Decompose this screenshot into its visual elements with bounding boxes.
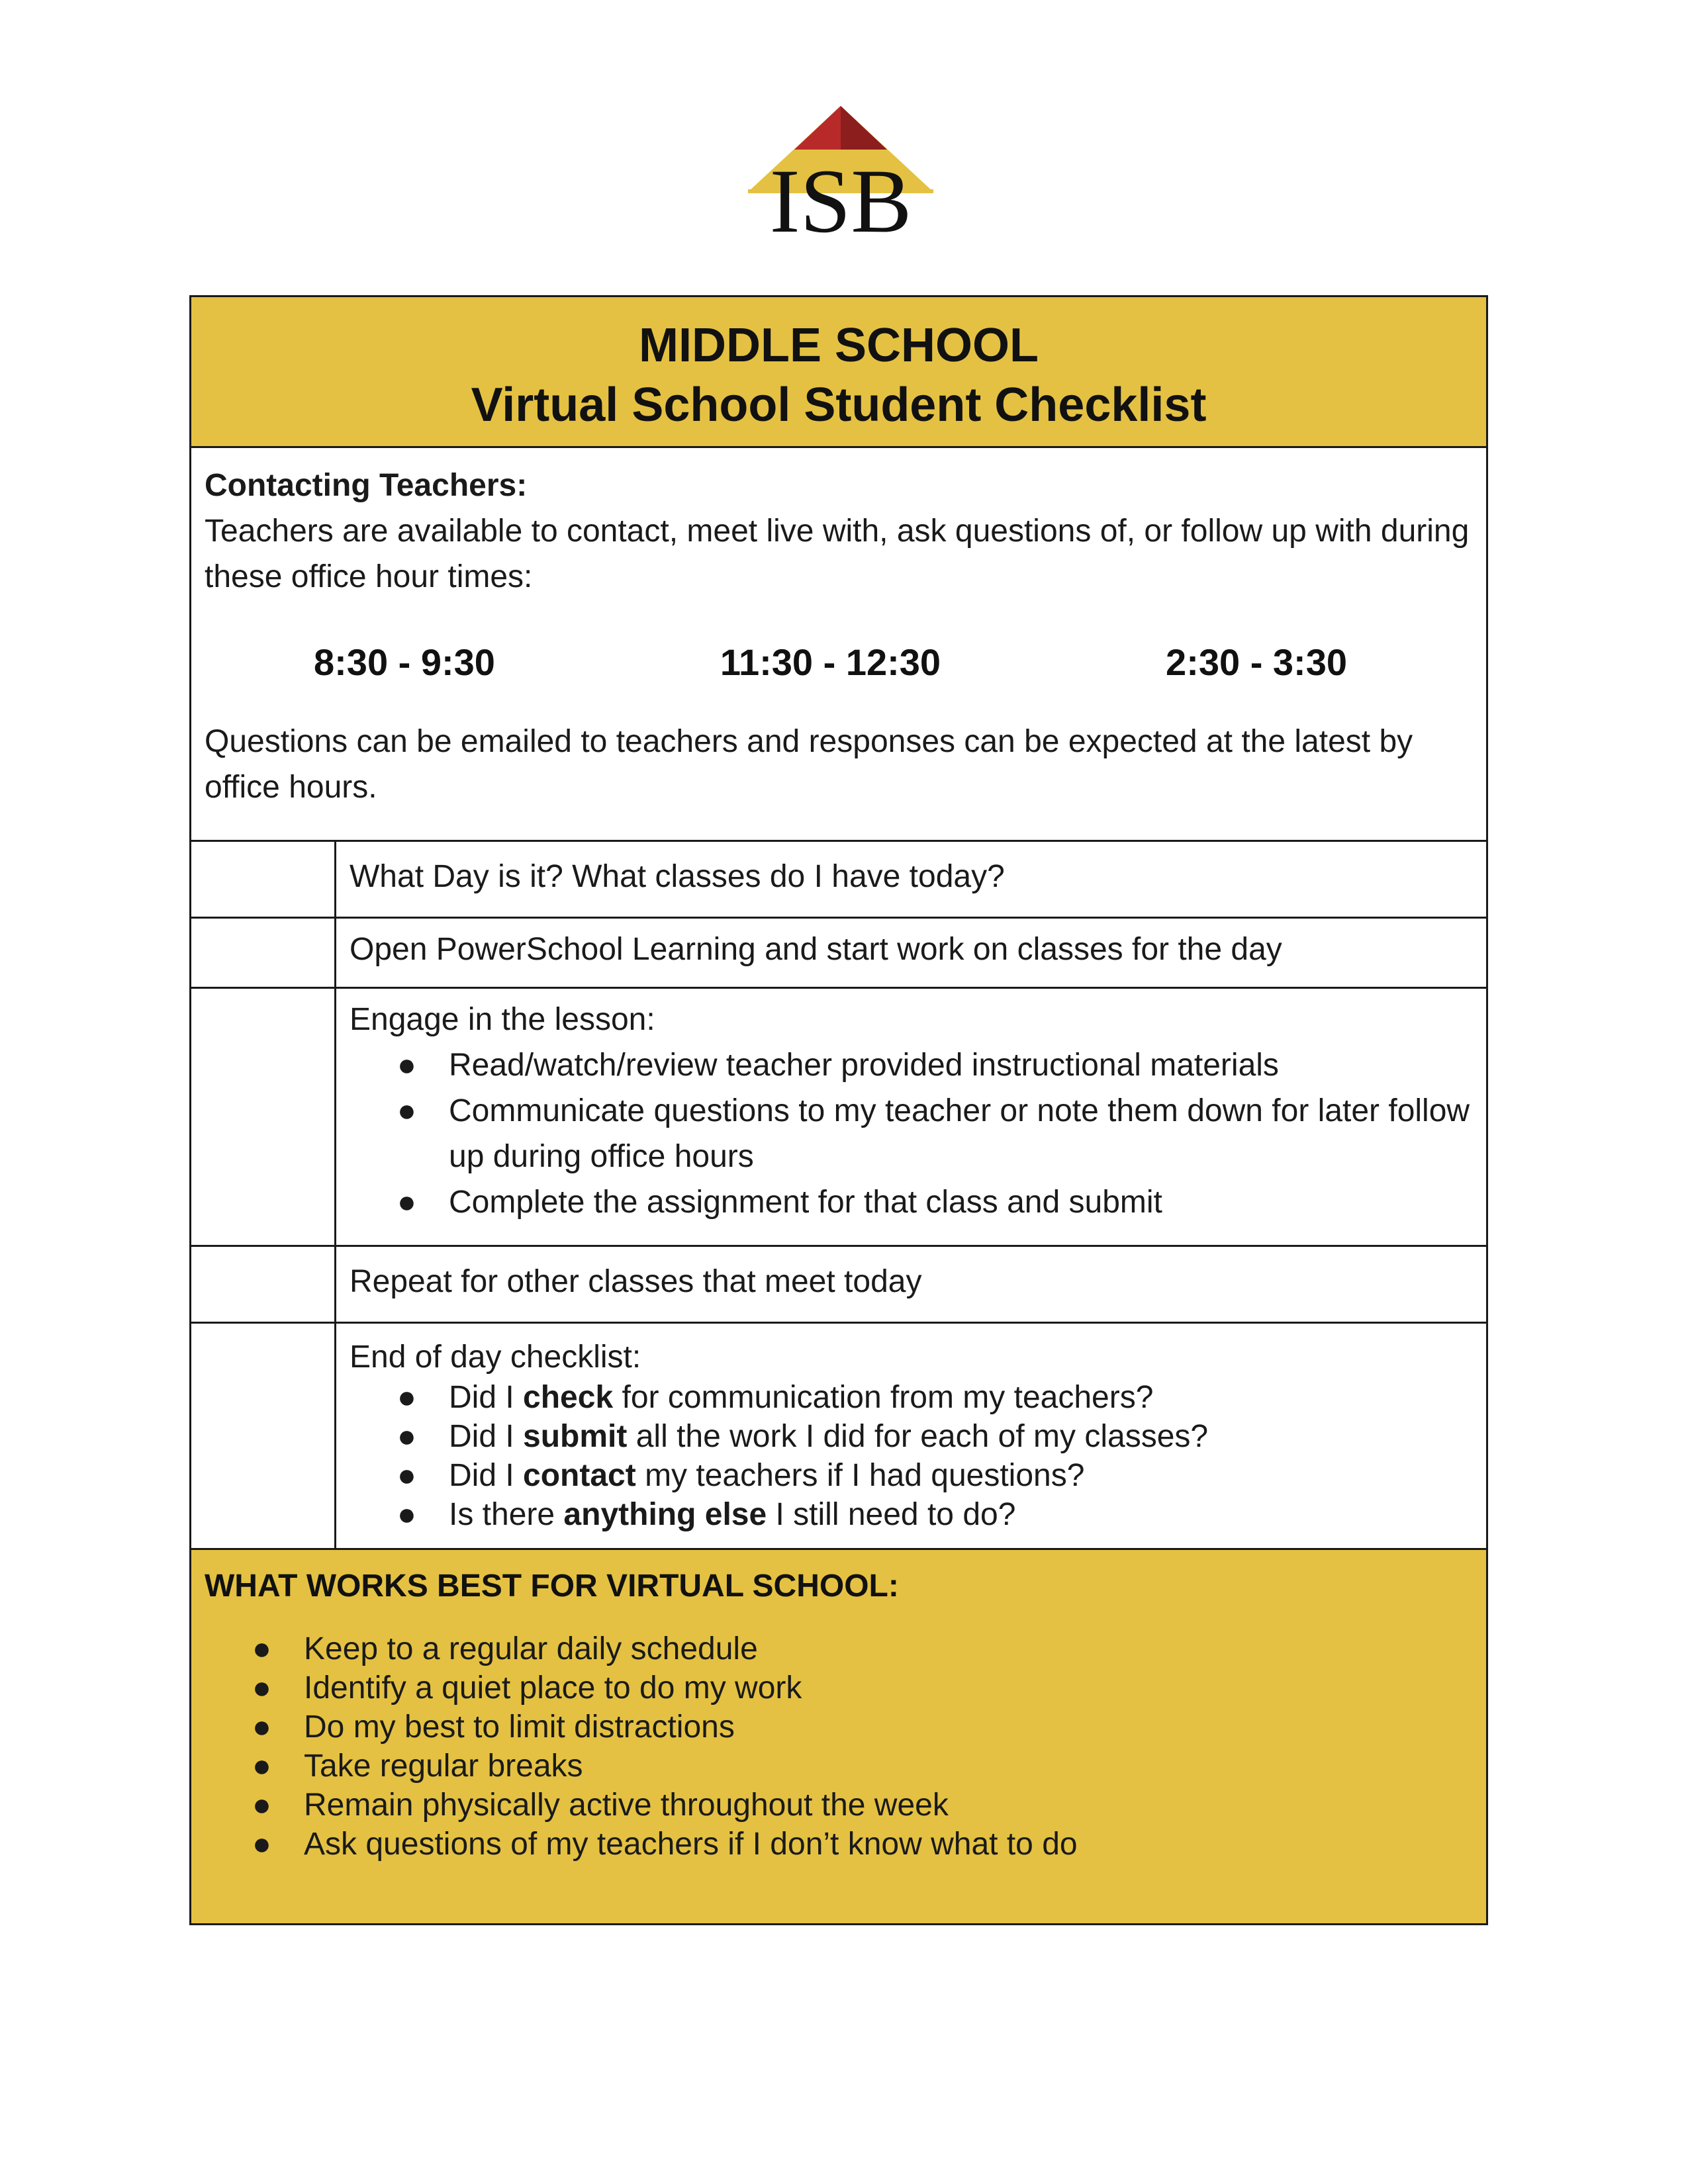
checklist-row-content [336,989,1486,1245]
list-item: ● Did I contact my teachers if I had questions? [449,1456,1473,1495]
best-practices-section [191,1550,1486,1923]
end-of-day-heading: End of day checklist: [350,1340,641,1375]
checklist-row-end-of-day [191,1324,1486,1550]
bullet-icon: ● [252,1788,271,1823]
logo-text: ISB [769,150,912,238]
list-item: ● Did I submit all the work I did for each of my classes? [449,1417,1473,1456]
engage-list [350,1042,1473,1225]
title-block [191,297,1486,448]
checkbox-cell[interactable] [191,1324,336,1548]
best-practices-heading: WHAT WORKS BEST FOR VIRTUAL SCHOOL: [205,1569,899,1604]
bullet-icon: ● [397,1497,416,1532]
bullet-icon: ● [252,1749,271,1784]
checklist-row-text: Open PowerSchool Learning and start work on classes for the day [350,932,1282,967]
checklist-sheet [189,295,1488,1925]
list-item: ● Ask questions of my teachers if I don’t know what to do [304,1825,1473,1864]
contact-heading: Contacting Teachers: [205,468,528,503]
bullet-icon: ● [252,1670,271,1706]
checklist-row-content [336,1324,1486,1548]
list-item: ● Do my best to limit distractions [304,1707,1473,1747]
office-hour-2: 11:30 - 12:30 [720,641,941,683]
list-item: ● Communicate questions to my teacher or note them down for later follow up during office hours [449,1088,1473,1179]
bullet-icon: ● [397,1380,416,1415]
bullet-icon: ● [397,1185,416,1220]
bullet-icon: ● [252,1827,271,1862]
bullet-icon: ● [397,1093,416,1128]
isb-logo-icon [748,106,933,238]
title-line-2: Virtual School Student Checklist [471,379,1207,432]
office-hour-1: 8:30 - 9:30 [314,641,495,683]
list-item: ● Complete the assignment for that class and submit [449,1179,1473,1225]
list-item: ● Read/watch/review teacher provided instructional materials [449,1042,1473,1088]
bullet-icon: ● [252,1709,271,1745]
list-item: ● Keep to a regular daily schedule [304,1629,1473,1668]
checklist-row-text: What Day is it? What classes do I have today? [350,859,1005,894]
list-item: ● Take regular breaks [304,1747,1473,1786]
bullet-icon: ● [397,1048,416,1083]
bullet-icon: ● [397,1458,416,1493]
office-hours [205,639,1473,686]
list-item: ● Did I check for communication from my teachers? [449,1378,1473,1417]
checklist-row-repeat [191,1247,1486,1324]
checklist-row-engage [191,989,1486,1247]
list-item: ● Remain physically active throughout the week [304,1786,1473,1825]
bullet-icon: ● [397,1419,416,1454]
checklist-row-text: Repeat for other classes that meet today [350,1264,922,1299]
contact-intro: Teachers are available to contact, meet live with, ask questions of, or follow up with during these office hour times: [205,514,1470,594]
bullet-icon: ● [252,1631,271,1666]
contact-section [191,448,1486,842]
checkbox-cell[interactable] [191,1247,336,1322]
checkbox-cell[interactable] [191,842,336,917]
list-item: ● Identify a quiet place to do my work [304,1668,1473,1707]
checklist-row-open-powerschool [191,919,1486,989]
isb-logo [748,106,933,238]
end-of-day-list [350,1378,1473,1534]
title-line-1: MIDDLE SCHOOL [639,319,1039,372]
office-hour-3: 2:30 - 3:30 [1166,641,1347,683]
checkbox-cell[interactable] [191,919,336,987]
engage-heading: Engage in the lesson: [350,1002,655,1037]
contact-note: Questions can be emailed to teachers and responses can be expected at the latest by office hours. [205,724,1413,805]
checkbox-cell[interactable] [191,989,336,1245]
best-practices-list [205,1629,1473,1864]
list-item: ● Is there anything else I still need to do? [449,1495,1473,1534]
checklist-row-day [191,842,1486,919]
